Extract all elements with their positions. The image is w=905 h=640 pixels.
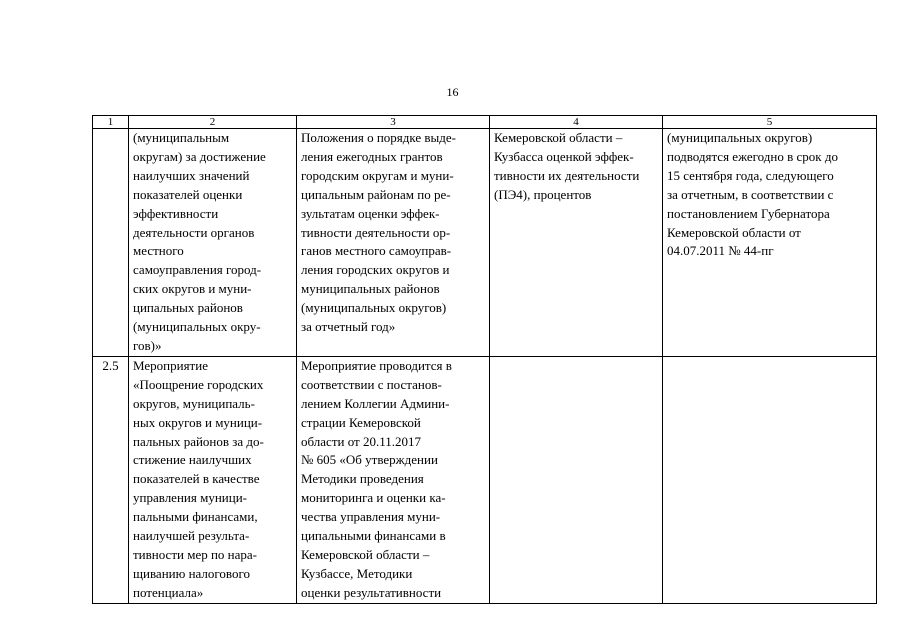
column-number-1: 1 (93, 116, 129, 129)
indicator-cell (490, 356, 663, 603)
basis-cell: Мероприятие проводится в соответствии с постанов- лением Коллегии Админи- страции Кемеровской области от 20.11.2017 № 605 «Об утверждении Методики проведения мониторинга и оценки ка- чества управления муни- ципальными финансами в Кемеровской области – Кузбассе, Методики оценки результативности (297, 356, 490, 603)
event-name-cell: Мероприятие «Поощрение городских округов, муниципаль- ных округов и муници- пальных районов за до- стижение наилучших показателей в качестве управления муници- пальными финансами, наилучшей результа- тивности мер по нара- щиванию налогового потенциала» (129, 356, 297, 603)
document-table (92, 115, 877, 604)
row-number-cell: 2.5 (93, 356, 129, 603)
procedure-cell (663, 356, 877, 603)
event-name-cell: (муниципальным округам) за достижение наилучших значений показателей оценки эффективности деятельности органов местного самоуправления город- ских округов и муни- ципальных районов (муниципальных окру- гов)» (129, 129, 297, 357)
column-number-2: 2 (129, 116, 297, 129)
column-number-3: 3 (297, 116, 490, 129)
row-number-cell (93, 129, 129, 357)
indicator-cell: Кемеровской области – Кузбасса оценкой эффек- тивности их деятельности (ПЭ4), процентов (490, 129, 663, 357)
table-row (93, 356, 877, 603)
column-number-row (93, 116, 877, 129)
column-number-4: 4 (490, 116, 663, 129)
basis-cell: Положения о порядке выде- ления ежегодных грантов городским округам и муни- ципальным районам по ре- зультатам оценки эффек- тивности деятельности ор- ганов местного самоуправ- ления городских округов и муниципальных районов (муниципальных округов) за отчетный год» (297, 129, 490, 357)
table-row (93, 129, 877, 357)
procedure-cell: (муниципальных округов) подводятся ежегодно в срок до 15 сентября года, следующего за отчетным, в соответствии с постановлением Губернатора Кемеровской области от 04.07.2011 № 44-пг (663, 129, 877, 357)
column-number-5: 5 (663, 116, 877, 129)
page-number: 16 (446, 85, 459, 99)
